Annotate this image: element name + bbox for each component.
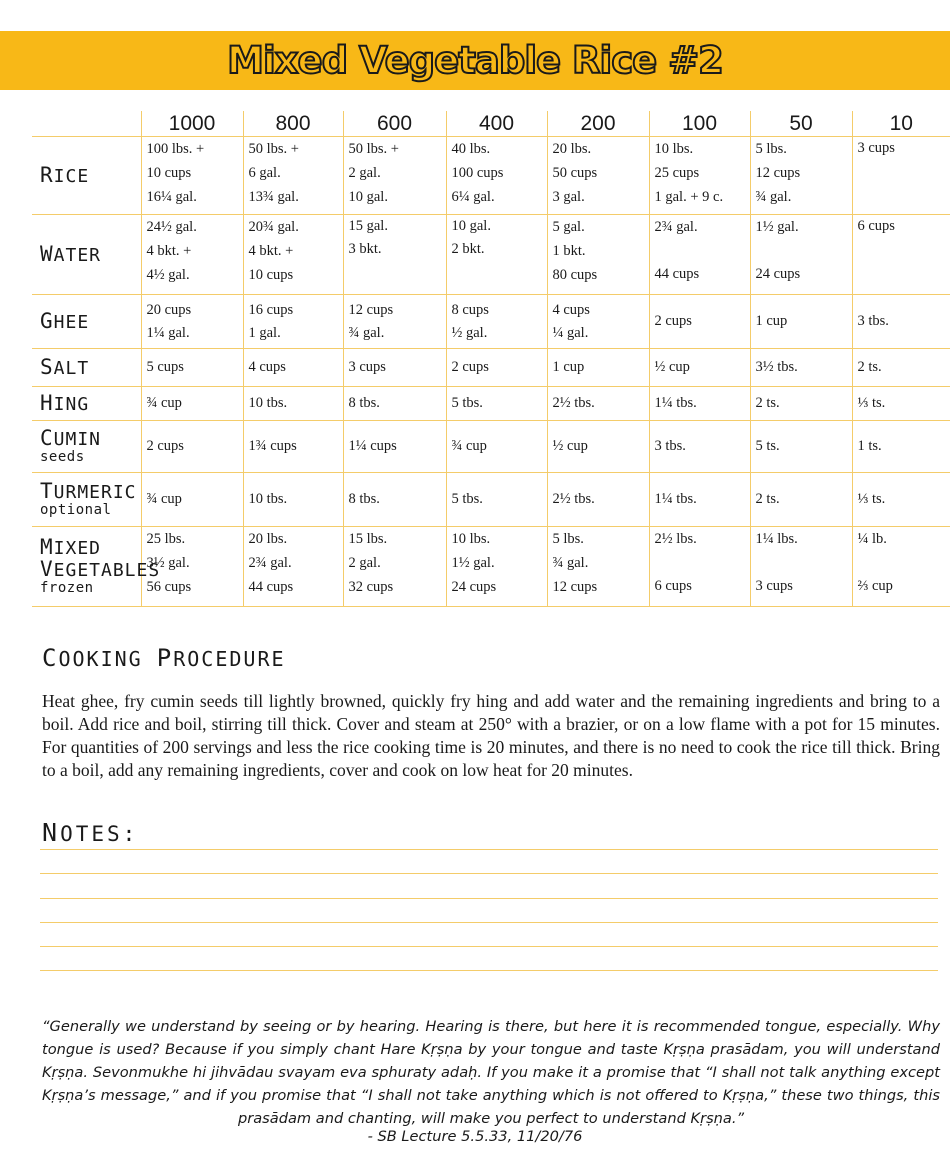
- quantity-line: 2¾ gal.: [248, 555, 292, 571]
- quantity-line: 50 cups: [552, 165, 598, 181]
- quantity-line: 50 lbs. +: [248, 141, 299, 157]
- quantity-line: 10 lbs.: [654, 141, 694, 157]
- quantity-line: 1¼ gal.: [146, 324, 190, 341]
- quantity-cell: [446, 137, 547, 215]
- quantity-cell: [446, 295, 547, 349]
- quantity-line: 1 ts.: [857, 438, 882, 454]
- quantity-line: 13¾ gal.: [248, 189, 299, 205]
- quantity-line: 2 gal.: [348, 165, 381, 181]
- quantity-line: 16¼ gal.: [146, 189, 197, 205]
- quantity-cell: [343, 349, 446, 387]
- ingredient-label: RICE: [32, 137, 141, 215]
- quantity-cell: [750, 349, 852, 387]
- ingredient-row: [32, 137, 950, 215]
- quantity-cell: [243, 137, 343, 215]
- notes-line: [40, 898, 938, 899]
- quantity-line: 20 lbs.: [552, 141, 592, 157]
- ingredient-label: SALT: [32, 349, 141, 387]
- quantity-line: 1¼ lbs.: [755, 531, 798, 547]
- quantity-cell: [649, 137, 750, 215]
- quantity-cell: [141, 349, 243, 387]
- servings-header: 1000: [141, 111, 243, 137]
- quantity-line: 2 cups: [654, 313, 692, 329]
- quantity-line: 3 cups: [348, 359, 386, 375]
- quantity-cell: [649, 387, 750, 421]
- quantity-cell: [446, 349, 547, 387]
- quantity-line: 10 tbs.: [248, 491, 288, 507]
- quote-citation: - SB Lecture 5.5.33, 11/20/76: [367, 1128, 583, 1145]
- quantity-line: [655, 551, 750, 574]
- quantity-line: 3 cups: [857, 140, 895, 156]
- quantity-cell: [141, 387, 243, 421]
- quantity-line: 5 gal.: [552, 219, 585, 235]
- quantity-cell: [343, 473, 446, 527]
- quantity-cell: [446, 421, 547, 473]
- quantity-line: 50 lbs. +: [348, 141, 399, 157]
- notes-line: [40, 970, 938, 971]
- quantity-line: 2¾ gal.: [654, 219, 698, 235]
- quantity-cell: [649, 215, 750, 295]
- quantity-cell: [446, 473, 547, 527]
- quantity-line: 8 tbs.: [348, 395, 380, 411]
- quantity-cell: [243, 295, 343, 349]
- quantity-line: ¾ cup: [146, 395, 182, 411]
- quantity-cell: [649, 421, 750, 473]
- quantity-line: 24 cups: [451, 579, 497, 595]
- quantity-cell: [243, 473, 343, 527]
- quantity-line: 6 cups: [857, 218, 895, 234]
- quantity-line: ¼ gal.: [552, 324, 589, 341]
- notes-line: [40, 873, 938, 874]
- quantity-line: ¾ gal.: [755, 189, 792, 205]
- quantity-cell: [547, 349, 649, 387]
- quantity-cell: [547, 295, 649, 349]
- quantity-line: 1 cup: [552, 359, 585, 375]
- quantity-cell: [547, 473, 649, 527]
- servings-header: 200: [547, 111, 649, 137]
- quantity-line: 5 tbs.: [451, 491, 483, 507]
- quantity-line: ⅓ ts.: [857, 491, 886, 507]
- quantity-line: ¾ cup: [451, 438, 487, 454]
- servings-header: 800: [243, 111, 343, 137]
- prabhupada-quote: “Generally we understand by seeing or by hearing. Hearing is there, but here it is recommended tongue, especially. Why tongue is used? Because if you simply chant Hare Kṛṣṇa by your tongue and taste Kṛṣṇa prasādam, you will understand Kṛṣṇa. Sevonmukhe hi jihvādau svayam eva sphuraty adaḥ. If you make it a promise that “I shall not talk anything except Kṛṣṇa’s message,” and if you promise that “I shall not take anything which is not offered to Kṛṣṇa,” these two things, this prasādam and chanting, will make you perfect to understand Kṛṣṇa.”: [42, 1018, 940, 1127]
- quantity-line: ¼ lb.: [857, 531, 887, 547]
- servings-header: 100: [649, 111, 750, 137]
- quantity-line: 3 bkt.: [348, 241, 382, 257]
- quantity-cell: [750, 137, 852, 215]
- quantity-line: 12 cups: [348, 301, 394, 318]
- quantity-line: 4½ gal.: [146, 267, 190, 283]
- notes-heading: NOTES:: [42, 818, 139, 847]
- quantity-cell: [547, 527, 649, 607]
- quantity-cell: [141, 295, 243, 349]
- quantity-line: 25 lbs.: [146, 531, 186, 547]
- quantity-line: 4 bkt. +: [146, 243, 192, 259]
- quantity-cell: [343, 137, 446, 215]
- quantity-line: 16 cups: [248, 301, 294, 318]
- quantity-line: 5 cups: [146, 359, 184, 375]
- quantity-line: 15 gal.: [348, 218, 388, 234]
- quantity-cell: [243, 387, 343, 421]
- quantity-line: 10 lbs.: [451, 531, 491, 547]
- quantity-line: 3 cups: [755, 578, 793, 594]
- servings-header: 400: [446, 111, 547, 137]
- quantity-line: 5 lbs.: [755, 141, 787, 157]
- quantity-line: ¾ cup: [146, 491, 182, 507]
- quantity-cell: [446, 527, 547, 607]
- quantity-line: ⅔ cup: [857, 578, 893, 594]
- ingredient-row: [32, 295, 950, 349]
- quantity-line: 1 gal.: [248, 324, 281, 341]
- quantity-line: 2½ tbs.: [552, 491, 595, 507]
- quantity-cell: [141, 527, 243, 607]
- quantity-line: 1½ gal.: [755, 219, 799, 235]
- quantity-line: 24½ gal.: [146, 219, 197, 235]
- quantity-cell: [446, 387, 547, 421]
- ingredient-row: [32, 349, 950, 387]
- quantity-cell: [852, 295, 950, 349]
- quantity-line: 40 lbs.: [451, 141, 491, 157]
- quantity-line: 44 cups: [248, 579, 294, 595]
- quantity-cell: [649, 527, 750, 607]
- quantity-line: 20 cups: [146, 301, 192, 318]
- ingredient-row: [32, 473, 950, 527]
- quantity-line: 2 cups: [146, 438, 184, 454]
- quantity-cell: [649, 473, 750, 527]
- quantity-line: 32 cups: [348, 579, 394, 595]
- quantity-line: 3 tbs.: [857, 313, 889, 329]
- ingredient-row: [32, 527, 950, 607]
- quantity-cell: [141, 215, 243, 295]
- servings-header: 10: [852, 111, 950, 137]
- quantity-line: 1¼ tbs.: [654, 395, 697, 411]
- quantity-line: 5 tbs.: [451, 395, 483, 411]
- quantity-cell: [343, 295, 446, 349]
- quantity-line: ½ cup: [654, 359, 690, 375]
- quantity-cell: [750, 387, 852, 421]
- quantity-cell: [141, 421, 243, 473]
- quantity-cell: [852, 215, 950, 295]
- ingredient-row: [32, 421, 950, 473]
- quantity-cell: [750, 295, 852, 349]
- quantity-cell: [750, 421, 852, 473]
- quantity-line: 12 cups: [755, 165, 801, 181]
- quantity-line: 100 cups: [451, 165, 504, 181]
- quantity-cell: [852, 527, 950, 607]
- quantity-line: 1¼ cups: [348, 438, 397, 454]
- quantity-line: ⅓ ts.: [857, 395, 886, 411]
- quantity-line: 12 cups: [552, 579, 598, 595]
- quantity-line: 1½ gal.: [451, 555, 495, 571]
- notes-line: [40, 922, 938, 923]
- quantity-line: 8 tbs.: [348, 491, 380, 507]
- quantity-line: [655, 239, 750, 262]
- quantity-line: [858, 551, 950, 574]
- title-banner: [0, 31, 950, 90]
- quantity-cell: [343, 387, 446, 421]
- quantity-line: [756, 551, 852, 574]
- quantity-line: 3½ tbs.: [755, 359, 798, 375]
- quantity-cell: [547, 387, 649, 421]
- quantity-line: 1 gal. + 9 c.: [654, 189, 724, 205]
- page-title: Mixed Vegetable Rice #2: [227, 39, 723, 82]
- quantity-line: 6¼ gal.: [451, 189, 495, 205]
- quantity-line: 2 ts.: [857, 359, 882, 375]
- quantity-cell: [852, 349, 950, 387]
- quantity-line: [756, 239, 852, 262]
- quantity-cell: [547, 215, 649, 295]
- quantity-line: 2 ts.: [755, 491, 780, 507]
- quantity-line: 5 lbs.: [552, 531, 584, 547]
- ingredient-label: TURMERIC optional: [32, 473, 141, 527]
- quantity-line: 15 lbs.: [348, 531, 388, 547]
- quantity-line: 1¾ cups: [248, 438, 297, 454]
- quantity-line: 4 bkt. +: [248, 243, 294, 259]
- quantity-line: ½ gal.: [451, 324, 488, 341]
- quantity-line: 10 gal.: [348, 189, 388, 205]
- quantity-line: 2½ lbs.: [654, 531, 697, 547]
- quantity-cell: [343, 421, 446, 473]
- ingredient-row: [32, 387, 950, 421]
- quantity-line: ½ cup: [552, 438, 588, 454]
- quantity-line: 2 bkt.: [451, 241, 485, 257]
- ingredient-label: CUMIN seeds: [32, 421, 141, 473]
- quantity-line: 1¼ tbs.: [654, 491, 697, 507]
- quantity-line: 6 gal.: [248, 165, 281, 181]
- quantity-line: ¾ gal.: [552, 555, 589, 571]
- ingredient-label: WATER: [32, 215, 141, 295]
- quantity-cell: [547, 137, 649, 215]
- quantity-line: 1 bkt.: [552, 243, 586, 259]
- notes-line: [40, 946, 938, 947]
- quantity-cell: [750, 527, 852, 607]
- quantity-line: 2 gal.: [348, 555, 381, 571]
- quantity-line: 3 tbs.: [654, 438, 686, 454]
- procedure-heading: COOKING PROCEDURE: [42, 644, 286, 672]
- notes-line: [40, 849, 938, 850]
- quantity-line: 25 cups: [654, 165, 700, 181]
- quantity-line: 100 lbs. +: [146, 141, 205, 157]
- quantity-line: 2 ts.: [755, 395, 780, 411]
- quantity-line: 20 lbs.: [248, 531, 288, 547]
- quantity-line: 24 cups: [755, 266, 801, 282]
- quantity-line: 3½ gal.: [146, 555, 190, 571]
- quantity-line: 4 cups: [552, 301, 590, 318]
- quantity-cell: [243, 421, 343, 473]
- ingredient-label: HING: [32, 387, 141, 421]
- quantity-cell: [649, 295, 750, 349]
- quantity-line: 44 cups: [654, 266, 700, 282]
- quantity-line: 5 ts.: [755, 438, 780, 454]
- quantity-cell: [343, 215, 446, 295]
- quantity-cell: [243, 527, 343, 607]
- quantity-cell: [852, 421, 950, 473]
- quantity-cell: [750, 215, 852, 295]
- quantity-line: 3 gal.: [552, 189, 585, 205]
- quantity-line: 10 tbs.: [248, 395, 288, 411]
- quantity-cell: [243, 215, 343, 295]
- quantity-table: [32, 111, 950, 607]
- quantity-line: 10 cups: [146, 165, 192, 181]
- quantity-line: 10 cups: [248, 267, 294, 283]
- quantity-cell: [750, 473, 852, 527]
- quantity-cell: [141, 137, 243, 215]
- quantity-cell: [649, 349, 750, 387]
- quantity-cell: [547, 421, 649, 473]
- ingredient-row: [32, 215, 950, 295]
- ingredient-label: GHEE: [32, 295, 141, 349]
- quantity-line: 10 gal.: [451, 218, 491, 234]
- quantity-line: 80 cups: [552, 267, 598, 283]
- quantity-line: 1 cup: [755, 313, 788, 329]
- quantity-line: 2 cups: [451, 359, 489, 375]
- procedure-text: Heat ghee, fry cumin seeds till lightly browned, quickly fry hing and add water and the remaining ingredients and bring to a boil. Add rice and boil, stirring till thick. Cover and steam at 250° with a brazier, or on a low flame with a pot for 15 minutes. For quantities of 200 servings and less the rice cooking time is 20 minutes, and there is no need to cook the rice till thick. Bring to a boil, add any remaining ingredients, cover and cook on low heat for 20 minutes.: [42, 691, 940, 780]
- quantity-line: 6 cups: [654, 578, 692, 594]
- servings-header: 600: [343, 111, 446, 137]
- quantity-line: 20¾ gal.: [248, 219, 299, 235]
- servings-header: 50: [750, 111, 852, 137]
- quantity-cell: [343, 527, 446, 607]
- quantity-line: 4 cups: [248, 359, 286, 375]
- quantity-cell: [852, 137, 950, 215]
- ingredient-label: MIXED VEGETABLES frozen: [32, 527, 141, 607]
- quantity-line: 2½ tbs.: [552, 395, 595, 411]
- header-corner: [32, 111, 141, 137]
- quantity-line: 56 cups: [146, 579, 192, 595]
- quantity-cell: [243, 349, 343, 387]
- quantity-cell: [141, 473, 243, 527]
- quantity-cell: [446, 215, 547, 295]
- quantity-cell: [852, 387, 950, 421]
- quantity-cell: [852, 473, 950, 527]
- quantity-line: 8 cups: [451, 301, 489, 318]
- quantity-line: ¾ gal.: [348, 324, 385, 341]
